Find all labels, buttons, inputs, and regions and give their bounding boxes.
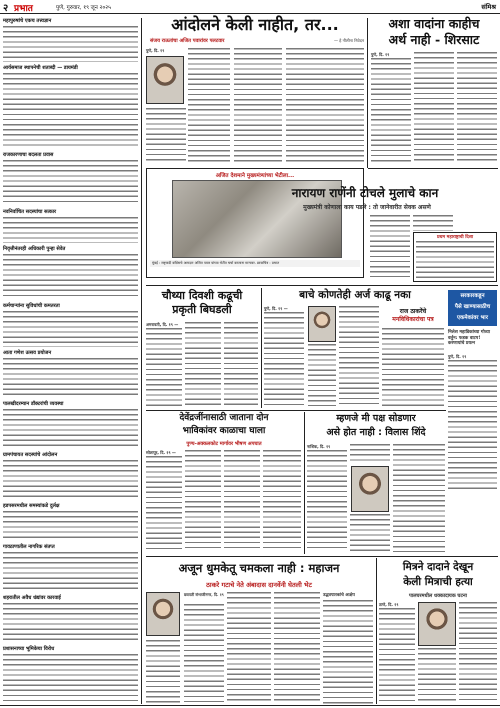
narayan-box-title: प्रथम महाराष्ट्राची दिशा: [436, 235, 474, 240]
devendra-subhead: पुण्य-अक्कलकोट मार्गावर भीषण अपघात: [186, 441, 262, 447]
fourth-day-headline-1: चौथ्या दिवशी कढूची: [161, 289, 243, 302]
mitra-headline-1: मित्रने दादाने देखून: [402, 561, 474, 573]
devendra-headline-1: देवेंद्रजींनासाठी जाताना दोन: [179, 413, 269, 423]
fourth-day-dateline: अमरावती, दि. १९ —: [146, 322, 179, 327]
raj-head-2: मनविधिकारांचा पत्र: [392, 316, 434, 323]
shinde-headline-1: म्हणजे मी पक्ष सोडणार: [336, 413, 416, 424]
devendra-text: [263, 450, 301, 552]
left-item-text: [3, 26, 138, 62]
narayan-box-text: [416, 241, 494, 279]
nilesh-text: [448, 360, 497, 490]
bachhe-headline: बाचे कोणतेही अर्ज काढू नका: [299, 289, 411, 301]
left-item-text: [3, 358, 138, 398]
devendra-text: [224, 450, 260, 552]
lead-text: [146, 108, 186, 164]
left-item-text: [3, 603, 138, 643]
ajun-text: [227, 592, 271, 704]
left-item-text: [3, 460, 138, 500]
left-item-heading: महापुरुषांचे एकच तत्त्वज्ञान: [3, 18, 52, 24]
lead-text: [188, 48, 230, 164]
left-item-text: [3, 217, 138, 243]
bachhe-portrait-photo: [308, 306, 336, 342]
devendra-dateline: सोलापूर, दि. १९ —: [146, 450, 176, 455]
left-column: [3, 18, 138, 704]
issue-date: पुणे, गुरुवार, १९ जून २०२५: [56, 5, 112, 11]
mitra-dateline: ठाणे, दि. १९: [379, 602, 399, 607]
shinde-portrait-photo: [351, 466, 389, 512]
bachhe-dateline: पुणे, दि. १९ —: [264, 306, 288, 311]
bachhe-text: [308, 344, 336, 406]
devendra-text: [146, 456, 182, 552]
fourth-day-text: [146, 328, 182, 406]
masthead: [0, 0, 500, 14]
ajun-text: [146, 640, 180, 704]
devendra-text: [185, 450, 221, 552]
left-item-heading: आता गणेश उत्सव प्रयोजन: [3, 350, 52, 356]
lead-dateline: पुणे, दि. १९: [146, 48, 165, 53]
mitra-headline-2: केली मित्राची हत्या: [403, 576, 473, 588]
left-item-text: [3, 552, 138, 592]
shinde-text: [350, 514, 390, 552]
ajun-subhead: ठाकरे गटाचे नेते अंबादास दानवेंनी घेतली भेट: [206, 581, 312, 589]
left-item-text: [3, 311, 138, 347]
raj-text: [382, 328, 444, 406]
nilesh-dateline: पुणे, दि. १९: [448, 354, 467, 359]
raj-head-1: राज ठाकरेंचे: [399, 308, 427, 315]
fourth-day-text: [185, 322, 221, 406]
right-top-text: [414, 52, 454, 164]
ad-box-top: [448, 290, 497, 326]
ajun-dateline: छत्रपती संभाजीनगर, दि. १९: [184, 592, 224, 597]
mitra-text: [418, 648, 456, 704]
shinde-text: [350, 444, 390, 464]
devendra-headline-2: भाविकांवर काळाचा घाला: [182, 426, 266, 436]
right-top-headline-1: अशा वादांना काहीच: [388, 16, 480, 31]
photo-caption: मुंबई : राष्ट्रवादी कॉंग्रेसचे आमदार अजित पवार यांच्या भेटीत चर्चा करताना मान्यवर. छायाचित्र : प्रभात: [150, 260, 360, 267]
left-item-text: [3, 654, 138, 704]
lead-text: [234, 48, 282, 164]
paper-logo: प्रभात: [14, 4, 33, 14]
left-item-heading: राजकारणाचा बदलता प्रवास: [3, 152, 54, 158]
lead-text: [286, 48, 364, 164]
left-item-heading: शहरातील अवैध धंद्यांवर कारवाई: [3, 595, 61, 601]
left-item-text: [3, 160, 138, 206]
page-number: २: [3, 3, 9, 14]
ajun-text: [323, 600, 373, 704]
left-item-heading: कर्मचाऱ्यांना सुविधांची कमतरता: [3, 303, 60, 309]
left-item-text: [3, 73, 138, 149]
left-item-heading: ग्रामपंचायत सदस्यांचे आंदोलन: [3, 452, 58, 458]
ajun-text: [184, 604, 224, 704]
mitra-text: [379, 608, 415, 704]
right-top-text: [457, 52, 497, 164]
right-top-dateline: पुणे, दि. १९: [371, 52, 390, 57]
section-title: संमिश्र: [481, 3, 496, 11]
lead-subhead: संजय राऊतांचा अजित पवारांवर पलटवार: [150, 38, 225, 44]
ajun-text: [274, 592, 320, 704]
right-top-text: [371, 58, 411, 164]
mitra-text: [459, 602, 497, 704]
narayan-headline: नारायण राणेंनी टोचले मुलाचे कान: [291, 186, 439, 200]
left-item-text: [3, 511, 138, 541]
left-item-text: [3, 409, 138, 449]
mitra-subhead: पालघरमधील धक्कादायक घटना: [409, 593, 467, 599]
left-item-heading: आर्यसमाज स्थापनेची शताब्दी — डायमंडी: [3, 65, 78, 71]
ad-line-2: पैसे खाण्यासाठीच: [454, 304, 491, 310]
ad-line-3: एकमेकांवर भार: [457, 315, 488, 321]
left-item-heading: नवनिर्वाचित सदस्यांचा सत्कार: [3, 209, 57, 215]
shinde-headline-2: असे होत नाही : विलास शिंदे: [326, 427, 426, 438]
bachhe-text: [264, 312, 304, 406]
ajun-headline: अजून धुमकेतू चमकला नाही : महाजन: [178, 561, 340, 575]
shinde-text: [307, 450, 347, 552]
right-top-headline-2: अर्थ नाही - शिरसाट: [388, 32, 480, 47]
mitra-portrait-photo: [418, 602, 456, 646]
narayan-text: [370, 215, 410, 277]
lead-byline: — हे नीलीना निवेदन: [333, 38, 364, 43]
narayan-subhead: मुख्यमंत्री कोणाला काय पडले : तो जानेवारीत सेवक असणे: [303, 204, 431, 211]
left-item-heading: निवृत्तीनंतरही अधिकारी पुन्हा सेवेत: [3, 246, 66, 252]
left-item-heading: पालखीदरम्यान डॉक्टरांची व्यवस्था: [3, 401, 64, 407]
left-item-heading: हडपसरमधील समस्यांकडे दुर्लक्ष: [3, 503, 60, 509]
lead-headline: आंदोलने केली नाहीत, तर...: [171, 15, 339, 34]
lead-portrait-photo: [146, 56, 184, 104]
nilesh-headline: निलेश महाडिकांच्या गोव्या वर्तुन: फडक वाटप! करणायांचे प्रयत्न: [448, 330, 490, 346]
photo-story-kicker: अजित देशमाने मुख्यमंत्र्यांच्या भेटीला...: [215, 173, 295, 179]
left-item-heading: गावठाणातील नागरिक संतप्त: [3, 544, 55, 550]
fourth-day-text: [224, 322, 258, 406]
bachhe-text: [339, 306, 379, 406]
fourth-day-headline-2: प्रकृती बिघडली: [172, 303, 232, 316]
shinde-dateline: नाशिक, दि. १९: [307, 444, 331, 449]
ajun-side-title: उद्धवपातकांचे आक्षेप: [323, 592, 355, 597]
narayan-text: [413, 215, 453, 231]
shinde-text: [393, 444, 445, 552]
left-item-text: [3, 254, 138, 300]
left-item-heading: प्रशासनाच्या भूमिकेचा विरोध: [3, 646, 55, 652]
ajun-portrait-photo: [146, 592, 180, 636]
ad-line-1: सरकारकडून: [460, 293, 485, 299]
